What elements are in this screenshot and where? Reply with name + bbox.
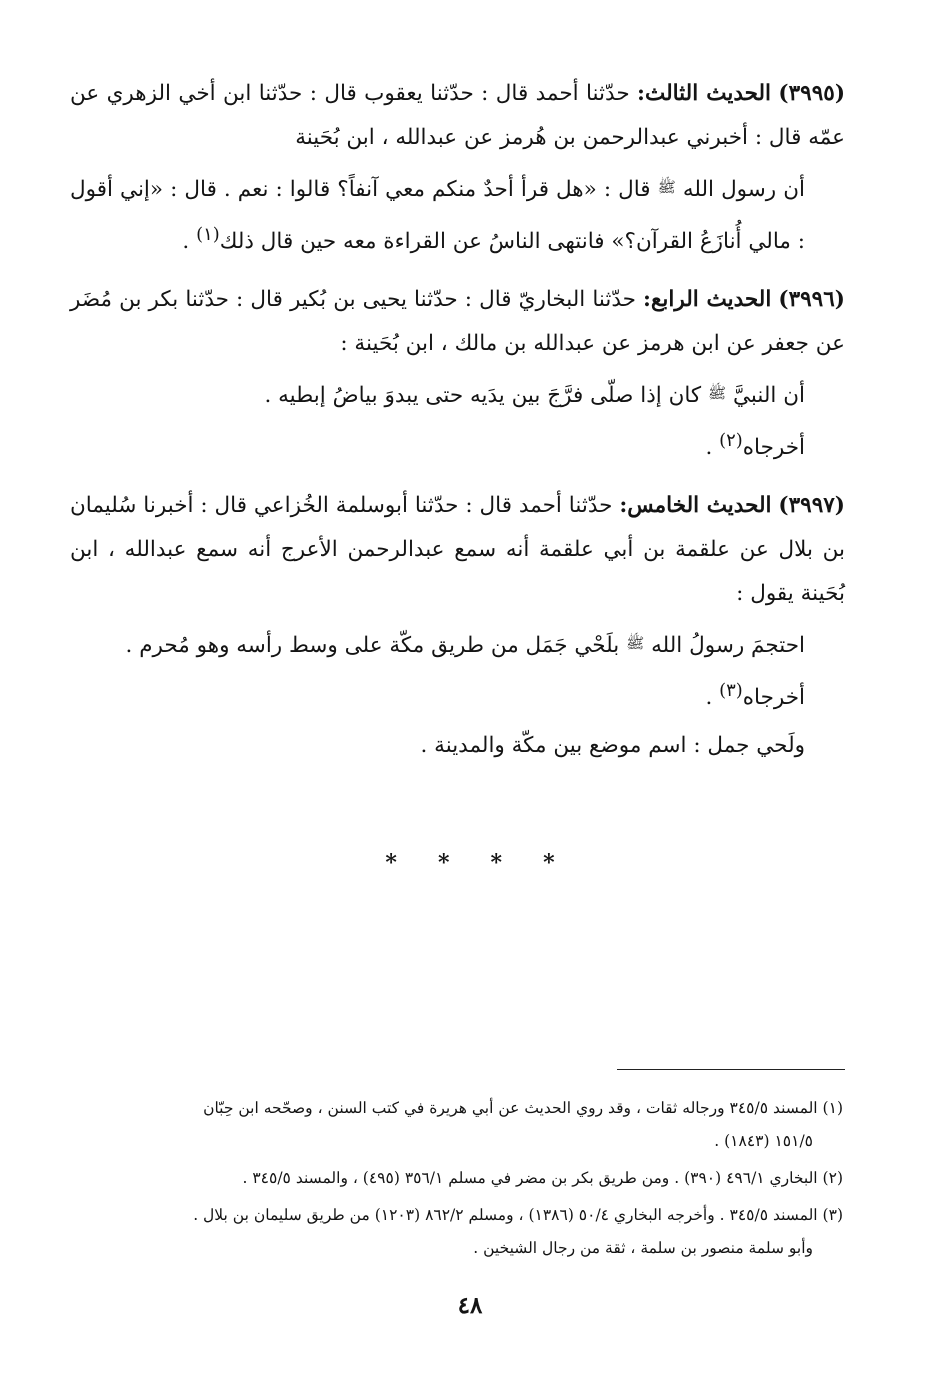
hadith-3996-isnad (70, 278, 845, 366)
hadith-number: (٣٩٩٧) (778, 493, 845, 519)
footnote-text: المسند ٣٤٥/٥ ورجاله ثقات ، وقد روي الحديث عن أبي هريرة في كتب السنن ، وصحّحه ابن حِبّان (203, 1099, 818, 1117)
salawat-icon: ﷺ (626, 634, 645, 653)
salawat-icon: ﷺ (708, 384, 727, 403)
takhrij-text: أخرجاه (742, 435, 805, 461)
punctuation: . (182, 229, 197, 255)
salawat-icon: ﷺ (657, 178, 676, 196)
page-number: ٤٨ (457, 1292, 483, 1319)
page-body (70, 72, 845, 772)
matn-text: بلَحْي جَمَل من طريق مكّة على وسط رأسه وهو مُحرم . (125, 633, 620, 659)
matn-text: أن رسول الله (682, 177, 806, 202)
gloss-note: ولَحي جمل : اسم موضع بين مكّة والمدينة . (420, 733, 805, 759)
footnote-number: (٣) (822, 1206, 843, 1224)
footnote-text: البخاري ٤٩٦/١ (٣٩٠) . ومن طريق بكر بن مضر في مسلم ٣٥٦/١ (٤٩٥) ، والمسند ٣٤٥/٥ . (242, 1169, 818, 1187)
footnote-number: (٢) (822, 1169, 843, 1187)
hadith-3995-matn (70, 168, 845, 264)
star-icon: * (437, 850, 450, 876)
hadith-title: الحديث الثالث: (637, 81, 772, 106)
footnote-text: المسند ٣٤٥/٥ . وأخرجه البخاري ٥٠/٤ (١٣٨٦) ، ومسلم ٨٦٢/٢ (١٢٠٣) من طريق سليمان بن بلال . (193, 1206, 818, 1224)
star-icon: * (385, 850, 397, 876)
footnote-continuation: وأبو سلمة منصور بن سلمة ، ثقة من رجال الشيخين . (473, 1239, 813, 1257)
hadith-number: (٣٩٩٦) (778, 287, 845, 313)
matn-text: احتجمَ رسولُ الله (651, 633, 805, 659)
matn-text: أن النبيَّ (732, 383, 805, 409)
hadith-3996-matn (70, 374, 845, 470)
footnote-ref[interactable]: (١) (196, 224, 220, 245)
hadith-title: الحديث الخامس: (619, 493, 772, 519)
footnote-continuation: ١٥١/٥ (١٨٤٣) . (714, 1132, 813, 1150)
section-separator (0, 850, 940, 876)
punctuation: . (705, 685, 720, 711)
matn-text: قال : «هل قرأ أحدٌ منكم معي آنفاً؟ قالوا : نعم . قال : «إني أقول : مالي أُنازَعُ القرآن؟» فانتهى الناسُ عن القراءة معه حين قال ذلك (70, 177, 805, 255)
matn-text: كان إذا صلّى فرَّجَ بين يدَيه حتى يبدوَ بياضُ إبطيه . (264, 383, 702, 409)
footnote-3 (80, 1199, 843, 1265)
footnote-number: (١) (822, 1099, 843, 1117)
takhrij-text: أخرجاه (742, 685, 805, 711)
footnote-1 (80, 1092, 843, 1158)
hadith-3997-isnad (70, 484, 845, 616)
star-icon: * (490, 850, 503, 876)
hadith-number: (٣٩٩٥) (778, 81, 845, 106)
star-icon: * (543, 850, 555, 876)
isnad-text: حدّثنا أحمد قال : حدّثنا أبوسلمة الخُزاعي قال : أخبرنا سُليمان بن بلال عن علقمة بن أبي علقمة أنه سمع عبدالرحمن الأعرج أنه سمع عبدالله ، ابن بُحَينة يقول : (70, 493, 845, 607)
footnote-divider (617, 1069, 845, 1070)
footnote-2 (80, 1162, 843, 1195)
isnad-text: حدّثنا أحمد قال : حدّثنا يعقوب قال : حدّثنا ابن أخي الزهري عن عمّه قال : أخبرني عبدالرحمن بن هُرمز عن عبدالله ، ابن بُحَينة (70, 81, 845, 150)
footnote-ref[interactable]: (٢) (719, 430, 743, 452)
isnad-text: حدّثنا البخاريّ قال : حدّثنا يحيى بن بُكير قال : حدّثنا بكر بن مُضَر عن جعفر عن ابن هرمز عن عبدالله بن مالك ، ابن بُحَينة : (70, 287, 845, 357)
footnotes (80, 1092, 843, 1269)
hadith-3995-isnad (70, 72, 845, 160)
punctuation: . (705, 435, 720, 461)
hadith-3997-matn (70, 624, 845, 720)
footnote-ref[interactable]: (٣) (719, 680, 743, 702)
hadith-title: الحديث الرابع: (643, 287, 772, 313)
